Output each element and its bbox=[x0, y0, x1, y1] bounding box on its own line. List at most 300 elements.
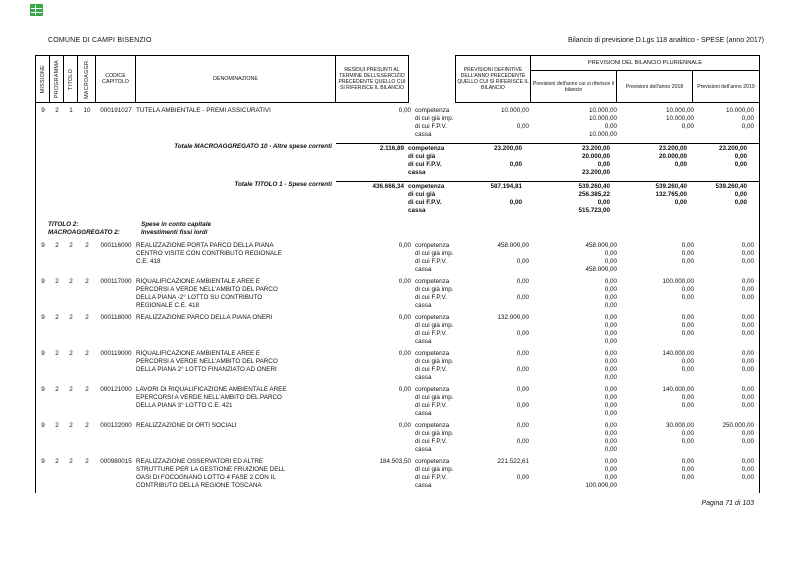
denominazione-text: REALIZZAZIONE DI ORTI SOCIALI bbox=[136, 422, 237, 429]
detail-lines bbox=[411, 422, 758, 454]
amount-prev-def: 0,00 bbox=[516, 474, 529, 481]
organization-name: COMUNE DI CAMPI BISENZIO bbox=[48, 37, 152, 44]
section-value: Investimenti fissi lordi bbox=[141, 229, 208, 236]
amount-prev-def: 587.194,81 bbox=[490, 183, 522, 190]
amount-anno-rif: 515.723,00 bbox=[578, 207, 610, 214]
titolo-cell: 2 bbox=[69, 350, 73, 357]
amount-prev-def bbox=[457, 374, 529, 382]
denominazione-cell bbox=[136, 107, 341, 115]
amount-2018: 0,00 bbox=[681, 358, 694, 365]
amount-2019: 0,00 bbox=[741, 250, 754, 257]
header-missione-label: MISSIONE bbox=[39, 64, 46, 94]
amount-prev-def bbox=[457, 446, 529, 454]
denominazione-text: RIQUALIFICAZIONE AMBIENTALE AREE E PERCORSI A VERDE NELL'AMBITO DEL PARCO DELLA PIANA 2° LOTTO FINANZIATO AD ONERI bbox=[136, 350, 278, 373]
amount-2018: 140.000,00 bbox=[662, 386, 694, 393]
detail-line bbox=[411, 322, 758, 330]
codice-cell: 000117000 bbox=[100, 278, 132, 285]
denominazione-cell bbox=[136, 350, 341, 374]
amount-prev-def bbox=[457, 358, 529, 366]
amount-anno-rif: 0,00 bbox=[604, 338, 617, 345]
amount-2019: 0,00 bbox=[734, 153, 747, 160]
residui-amount: 0,00 bbox=[398, 422, 411, 429]
amount-prev-def bbox=[457, 131, 529, 139]
amount-2019: 0,00 bbox=[741, 115, 754, 122]
amount-2019: 0,00 bbox=[741, 430, 754, 437]
macroaggr-cell: 2 bbox=[85, 458, 89, 465]
line-label: competenza bbox=[408, 183, 445, 190]
amount-prev-def: 0,00 bbox=[516, 422, 529, 429]
amount-2018: 0,00 bbox=[681, 402, 694, 409]
amount-prev-def: 0,00 bbox=[509, 161, 522, 168]
codice-cell: 000119000 bbox=[100, 350, 132, 357]
amount-prev-def bbox=[450, 207, 522, 215]
denominazione-text: REALIZZAZIONE PARCO DELLA PIANA ONERI bbox=[136, 314, 273, 321]
amount-anno-rif: 458.000,00 bbox=[585, 266, 617, 273]
amount-anno-rif: 0,00 bbox=[604, 250, 617, 257]
amount-2018: 140.000,00 bbox=[662, 350, 694, 357]
line-label: cassa bbox=[415, 266, 432, 273]
amount-2018 bbox=[617, 338, 694, 346]
amount-anno-rif: 20.000,00 bbox=[581, 153, 610, 160]
detail-line bbox=[411, 302, 758, 310]
detail-lines bbox=[411, 350, 758, 382]
amount-2018: 539.260,40 bbox=[655, 183, 687, 190]
amount-2019: 0,00 bbox=[741, 350, 754, 357]
amount-2018: 30.000,00 bbox=[665, 422, 694, 429]
amount-2019: 0,00 bbox=[741, 330, 754, 337]
amount-2018 bbox=[610, 207, 687, 215]
amount-2018: 0,00 bbox=[681, 322, 694, 329]
capitolo-row bbox=[36, 242, 759, 274]
detail-lines bbox=[411, 386, 758, 418]
totale-label: Totale MACROAGGREGATO 10 - Altre spese correnti bbox=[174, 143, 332, 150]
amount-anno-rif: 539.260,40 bbox=[578, 183, 610, 190]
amount-2018: 0,00 bbox=[681, 242, 694, 249]
amount-anno-rif: 0,00 bbox=[604, 350, 617, 357]
amount-prev-def: 0,00 bbox=[516, 330, 529, 337]
amount-anno-rif: 0,00 bbox=[604, 402, 617, 409]
detail-line bbox=[411, 482, 758, 490]
detail-line bbox=[411, 278, 758, 286]
detail-lines bbox=[411, 107, 758, 139]
residui-amount: 0,00 bbox=[398, 386, 411, 393]
amount-prev-def bbox=[457, 430, 529, 438]
programma-cell: 2 bbox=[55, 386, 59, 393]
amount-2018: 0,00 bbox=[681, 430, 694, 437]
header-programma-label: PROGRAMMA bbox=[53, 59, 60, 98]
line-label: di cui F.P.V. bbox=[415, 402, 447, 409]
amount-2019 bbox=[694, 374, 756, 382]
header-titolo-label: TITOLO bbox=[67, 68, 74, 90]
header-macroaggr bbox=[78, 56, 96, 102]
detail-line bbox=[411, 123, 758, 131]
amount-anno-rif: 0,00 bbox=[604, 314, 617, 321]
line-label: di cui già imp. bbox=[415, 430, 454, 437]
detail-line bbox=[404, 183, 751, 191]
residui-amount: 2.116,89 bbox=[379, 145, 404, 152]
section-key: MACROAGGREGATO 2: bbox=[48, 229, 120, 236]
amount-prev-def bbox=[457, 266, 529, 274]
table-body bbox=[35, 103, 760, 493]
line-label: di cui già imp. bbox=[415, 466, 454, 473]
missione-cell: 9 bbox=[41, 314, 45, 321]
amount-anno-rif: 0,00 bbox=[597, 161, 610, 168]
amount-prev-def: 10.000,00 bbox=[500, 107, 529, 114]
detail-line bbox=[411, 438, 758, 446]
missione-cell: 9 bbox=[41, 242, 45, 249]
amount-anno-rif: 0,00 bbox=[604, 394, 617, 401]
totale-row bbox=[36, 181, 759, 215]
line-label: competenza bbox=[415, 350, 450, 357]
amount-prev-def bbox=[457, 466, 529, 474]
detail-line bbox=[411, 386, 758, 394]
detail-line bbox=[404, 169, 751, 177]
amount-2018: 23.200,00 bbox=[658, 145, 687, 152]
line-label: competenza bbox=[415, 458, 450, 465]
programma-cell: 2 bbox=[55, 107, 59, 114]
denominazione-cell bbox=[136, 458, 341, 490]
detail-line bbox=[411, 314, 758, 322]
detail-line bbox=[411, 338, 758, 346]
line-label: di cui F.P.V. bbox=[415, 438, 447, 445]
amount-2019: 0,00 bbox=[741, 314, 754, 321]
missione-cell: 9 bbox=[41, 350, 45, 357]
missione-cell: 9 bbox=[41, 386, 45, 393]
denominazione-cell bbox=[136, 314, 341, 322]
amount-2019 bbox=[694, 338, 756, 346]
amount-2018 bbox=[617, 131, 694, 139]
amount-2019: 10.000,00 bbox=[725, 107, 754, 114]
amount-anno-rif: 10.000,00 bbox=[588, 115, 617, 122]
header-titolo bbox=[64, 56, 78, 102]
detail-line bbox=[404, 153, 751, 161]
amount-prev-def bbox=[457, 302, 529, 310]
amount-prev-def bbox=[457, 250, 529, 258]
line-label: competenza bbox=[415, 242, 450, 249]
amount-anno-rif: 23.200,00 bbox=[581, 145, 610, 152]
totale-values bbox=[336, 143, 759, 177]
amount-2018: 0,00 bbox=[681, 250, 694, 257]
amount-2019: 0,00 bbox=[741, 286, 754, 293]
section-line bbox=[36, 221, 759, 229]
amount-2019: 0,00 bbox=[741, 242, 754, 249]
missione-cell: 9 bbox=[41, 422, 45, 429]
amount-anno-rif: 0,00 bbox=[604, 386, 617, 393]
amount-2019: 0,00 bbox=[741, 358, 754, 365]
header-macroaggr-label: MACROAGGR. bbox=[83, 59, 90, 99]
amount-prev-def: 0,00 bbox=[516, 278, 529, 285]
line-label: di cui già imp. bbox=[415, 322, 454, 329]
detail-line bbox=[404, 199, 751, 207]
amount-2018 bbox=[617, 374, 694, 382]
amount-anno-rif: 0,00 bbox=[604, 302, 617, 309]
line-label: di cui già bbox=[408, 153, 436, 160]
header-label-gap bbox=[409, 55, 455, 103]
amount-prev-def: 0,00 bbox=[516, 350, 529, 357]
residui-amount: 0,00 bbox=[398, 242, 411, 249]
capitolo-row bbox=[36, 386, 759, 418]
amount-anno-rif: 0,00 bbox=[604, 410, 617, 417]
amount-2018: 10.000,00 bbox=[665, 115, 694, 122]
detail-lines bbox=[404, 183, 751, 215]
amount-2019: 23.200,00 bbox=[718, 145, 747, 152]
detail-line bbox=[404, 191, 751, 199]
amount-prev-def: 0,00 bbox=[516, 294, 529, 301]
macroaggr-cell: 2 bbox=[85, 350, 89, 357]
line-label: di cui F.P.V. bbox=[415, 258, 447, 265]
amount-2018: 0,00 bbox=[681, 458, 694, 465]
programma-cell: 2 bbox=[55, 422, 59, 429]
amount-2019: 250.000,00 bbox=[722, 422, 754, 429]
denominazione-text: RIQUALIFICAZIONE AMBIENTALE AREE E PERCORSI A VERDE NELL'AMBITO DEL PARCO DELLA PIANA -2° LOTTO SU CONTRIBUTO REGIONALE C.E. 418 bbox=[136, 278, 278, 309]
line-label: cassa bbox=[415, 338, 432, 345]
line-label: cassa bbox=[415, 410, 432, 417]
header-denominazione: DENOMINAZIONE bbox=[136, 56, 336, 102]
programma-cell: 2 bbox=[55, 314, 59, 321]
line-label: competenza bbox=[415, 107, 450, 114]
amount-2019 bbox=[694, 131, 756, 139]
residui-amount: 0,00 bbox=[398, 278, 411, 285]
amount-2019: 0,00 bbox=[734, 161, 747, 168]
detail-line bbox=[411, 266, 758, 274]
amount-anno-rif: 23.200,00 bbox=[581, 169, 610, 176]
amount-2018: 0,00 bbox=[681, 366, 694, 373]
amount-2019: 0,00 bbox=[741, 466, 754, 473]
detail-lines bbox=[411, 314, 758, 346]
detail-line bbox=[411, 466, 758, 474]
detail-line bbox=[411, 250, 758, 258]
line-label: di cui F.P.V. bbox=[408, 161, 442, 168]
macroaggr-cell: 2 bbox=[85, 278, 89, 285]
detail-line bbox=[411, 258, 758, 266]
titolo-cell: 2 bbox=[69, 278, 73, 285]
amount-2019 bbox=[694, 446, 756, 454]
amount-prev-def bbox=[450, 191, 522, 199]
detail-lines bbox=[411, 242, 758, 274]
line-label: di cui già imp. bbox=[415, 250, 454, 257]
denominazione-text: LAVORI DI RIQUALIFICAZIONE AMBIENTALE AREE EPERCORSI A VERDE NELL'AMBITO DEL PARCO DELLA PIANA 3° LOTTO C.E. 421 bbox=[136, 386, 287, 409]
capitolo-row bbox=[36, 458, 759, 490]
amount-anno-rif: 256.385,22 bbox=[578, 191, 610, 198]
header-residui-presunti: RESIDUI PRESUNTI AL TERMINE DELL'ESERCIZIO PRECEDENTE QUELLO CUI SI RIFERISCE IL BILANCIO bbox=[338, 67, 406, 91]
header-pluriennale-columns bbox=[531, 71, 759, 102]
amount-2019 bbox=[694, 482, 756, 490]
amount-prev-def: 458.000,00 bbox=[497, 242, 529, 249]
amount-anno-rif: 0,00 bbox=[604, 278, 617, 285]
amount-prev-def: 0,00 bbox=[516, 366, 529, 373]
line-label: competenza bbox=[415, 314, 450, 321]
denominazione-cell bbox=[136, 278, 341, 310]
line-label: competenza bbox=[415, 278, 450, 285]
amount-2018: 0,00 bbox=[674, 199, 687, 206]
line-label: competenza bbox=[415, 386, 450, 393]
amount-prev-def: 132.000,00 bbox=[497, 314, 529, 321]
macroaggr-cell: 2 bbox=[85, 422, 89, 429]
amount-prev-def bbox=[457, 338, 529, 346]
detail-line bbox=[411, 330, 758, 338]
amount-2018: 0,00 bbox=[681, 294, 694, 301]
amount-anno-rif: 0,00 bbox=[604, 430, 617, 437]
capitolo-row bbox=[36, 107, 759, 139]
amount-2018: 0,00 bbox=[681, 474, 694, 481]
programma-cell: 2 bbox=[55, 278, 59, 285]
detail-line bbox=[411, 374, 758, 382]
capitolo-row bbox=[36, 278, 759, 310]
amount-anno-rif: 0,00 bbox=[604, 322, 617, 329]
detail-line bbox=[411, 294, 758, 302]
macroaggr-cell: 2 bbox=[85, 242, 89, 249]
totale-row bbox=[36, 143, 759, 177]
amount-2019: 0,00 bbox=[741, 278, 754, 285]
header-anno-riferimento: Previsioni dell'anno cui si riferisce il bilancio bbox=[531, 71, 617, 102]
budget-table bbox=[35, 55, 760, 493]
line-label: competenza bbox=[415, 422, 450, 429]
page-number: Pagina 71 di 103 bbox=[701, 500, 754, 507]
amount-anno-rif: 0,00 bbox=[597, 199, 610, 206]
amount-anno-rif: 0,00 bbox=[604, 474, 617, 481]
amount-prev-def bbox=[457, 410, 529, 418]
detail-line bbox=[411, 107, 758, 115]
residui-amount: 0,00 bbox=[398, 107, 411, 114]
missione-cell: 9 bbox=[41, 458, 45, 465]
missione-cell: 9 bbox=[41, 278, 45, 285]
section-line bbox=[36, 229, 759, 237]
amount-anno-rif: 100.000,00 bbox=[585, 482, 617, 489]
amount-prev-def: 0,00 bbox=[509, 199, 522, 206]
detail-line bbox=[404, 145, 751, 153]
amount-prev-def bbox=[457, 286, 529, 294]
line-label: cassa bbox=[415, 446, 432, 453]
amount-2018 bbox=[617, 302, 694, 310]
header-anno-2018: Previsioni dell'anno 2018 bbox=[617, 71, 693, 102]
denominazione-text: REALIZZAZIONE OSSERVATORI ED ALTRE STRUTTURE PER LA GESTIONE FRUIZIONE DELL OASI DI FOCOGNANO LOTTO 4 FASE 2 CON IL CONTRIBUTO DELLA REGIONE TOSCANA bbox=[136, 458, 286, 489]
detail-line bbox=[411, 446, 758, 454]
amount-2018: 0,00 bbox=[681, 286, 694, 293]
amount-2018: 0,00 bbox=[681, 314, 694, 321]
denominazione-text: REALIZZAZIONE PORTA PARCO DELLA PIANA CENTRO VISITE CON CONTRIBUTO REGIONALE C.E. 418 bbox=[136, 242, 282, 265]
amount-2019: 0,00 bbox=[741, 366, 754, 373]
residui-amount: 0,00 bbox=[398, 314, 411, 321]
amount-anno-rif: 0,00 bbox=[604, 294, 617, 301]
amount-2019 bbox=[694, 266, 756, 274]
amount-2018: 0,00 bbox=[681, 394, 694, 401]
detail-lines bbox=[404, 145, 751, 177]
amount-prev-def bbox=[450, 169, 522, 177]
detail-line bbox=[411, 422, 758, 430]
amount-2019: 0,00 bbox=[741, 258, 754, 265]
line-label: competenza bbox=[408, 145, 445, 152]
amount-2019: 0,00 bbox=[741, 394, 754, 401]
amount-anno-rif: 0,00 bbox=[604, 286, 617, 293]
titolo-cell: 2 bbox=[69, 458, 73, 465]
amount-2019 bbox=[694, 410, 756, 418]
codice-cell: 000118000 bbox=[100, 314, 132, 321]
line-label: di cui F.P.V. bbox=[415, 294, 447, 301]
amount-prev-def: 221.522,61 bbox=[497, 458, 529, 465]
header-left-group bbox=[35, 55, 409, 103]
header-codice-capitolo: CODICE CAPITOLO bbox=[96, 56, 136, 102]
capitolo-row bbox=[36, 314, 759, 346]
line-label: cassa bbox=[415, 131, 432, 138]
header-previsioni-definitive: PREVISIONI DEFINITIVE DELL'ANNO PRECEDENTE QUELLO CUI SI RIFERISCE IL BILANCIO bbox=[456, 56, 531, 102]
codice-cell: 000122000 bbox=[100, 422, 132, 429]
detail-lines bbox=[411, 458, 758, 490]
line-label: di cui già imp. bbox=[415, 115, 454, 122]
amount-2019: 539.260,40 bbox=[715, 183, 747, 190]
titolo-cell: 2 bbox=[69, 386, 73, 393]
amount-anno-rif: 0,00 bbox=[604, 446, 617, 453]
programma-cell: 2 bbox=[55, 242, 59, 249]
header-programma bbox=[50, 56, 64, 102]
amount-2018 bbox=[617, 266, 694, 274]
denominazione-cell bbox=[136, 422, 341, 430]
amount-anno-rif: 458.000,00 bbox=[585, 242, 617, 249]
section-header bbox=[36, 221, 759, 237]
line-label: di cui F.P.V. bbox=[415, 123, 447, 130]
amount-2018: 0,00 bbox=[681, 330, 694, 337]
line-label: di cui F.P.V. bbox=[415, 366, 447, 373]
amount-anno-rif: 0,00 bbox=[604, 366, 617, 373]
amount-prev-def: 0,00 bbox=[516, 258, 529, 265]
codice-cell: 000980015 bbox=[100, 458, 132, 465]
amount-anno-rif: 0,00 bbox=[604, 374, 617, 381]
section-value: Spese in conto capitale bbox=[141, 221, 211, 228]
codice-cell: 000121000 bbox=[100, 386, 132, 393]
amount-2019 bbox=[694, 302, 756, 310]
detail-line bbox=[411, 131, 758, 139]
amount-prev-def bbox=[450, 153, 522, 161]
amount-anno-rif: 0,00 bbox=[604, 438, 617, 445]
amount-prev-def bbox=[457, 322, 529, 330]
amount-prev-def: 0,00 bbox=[516, 386, 529, 393]
amount-anno-rif: 0,00 bbox=[604, 330, 617, 337]
missione-cell: 9 bbox=[41, 107, 45, 114]
amount-2018: 0,00 bbox=[681, 123, 694, 130]
line-label: cassa bbox=[415, 374, 432, 381]
detail-line bbox=[404, 161, 751, 169]
line-label: cassa bbox=[408, 207, 426, 214]
amount-2018: 0,00 bbox=[681, 438, 694, 445]
denominazione-cell bbox=[136, 386, 341, 410]
header-missione bbox=[36, 56, 50, 102]
detail-line bbox=[411, 350, 758, 358]
amount-2018: 100.000,00 bbox=[662, 278, 694, 285]
line-label: di cui F.P.V. bbox=[415, 330, 447, 337]
titolo-cell: 1 bbox=[69, 107, 73, 114]
totale-values bbox=[336, 181, 759, 215]
document-title: Bilancio di previsione D.Lgs 118 analitico - SPESE (anno 2017) bbox=[568, 37, 764, 44]
amount-prev-def: 0,00 bbox=[516, 402, 529, 409]
detail-line bbox=[411, 366, 758, 374]
residui-amount: 184.503,50 bbox=[379, 458, 411, 465]
capitolo-row bbox=[36, 350, 759, 382]
line-label: cassa bbox=[415, 302, 432, 309]
amount-anno-rif: 0,00 bbox=[604, 123, 617, 130]
amount-prev-def: 0,00 bbox=[516, 438, 529, 445]
amount-anno-rif: 10.000,00 bbox=[588, 107, 617, 114]
amount-2019: 0,00 bbox=[734, 199, 747, 206]
detail-line bbox=[411, 242, 758, 250]
section-key: TITOLO 2: bbox=[48, 221, 79, 228]
detail-lines bbox=[411, 278, 758, 310]
header-anno-2019: Previsioni dell'anno 2019 bbox=[697, 83, 755, 90]
amount-2019: 0,00 bbox=[741, 322, 754, 329]
amount-anno-rif: 0,00 bbox=[604, 422, 617, 429]
line-label: di cui già imp. bbox=[415, 358, 454, 365]
programma-cell: 2 bbox=[55, 458, 59, 465]
amount-anno-rif: 0,00 bbox=[604, 358, 617, 365]
detail-line bbox=[411, 358, 758, 366]
